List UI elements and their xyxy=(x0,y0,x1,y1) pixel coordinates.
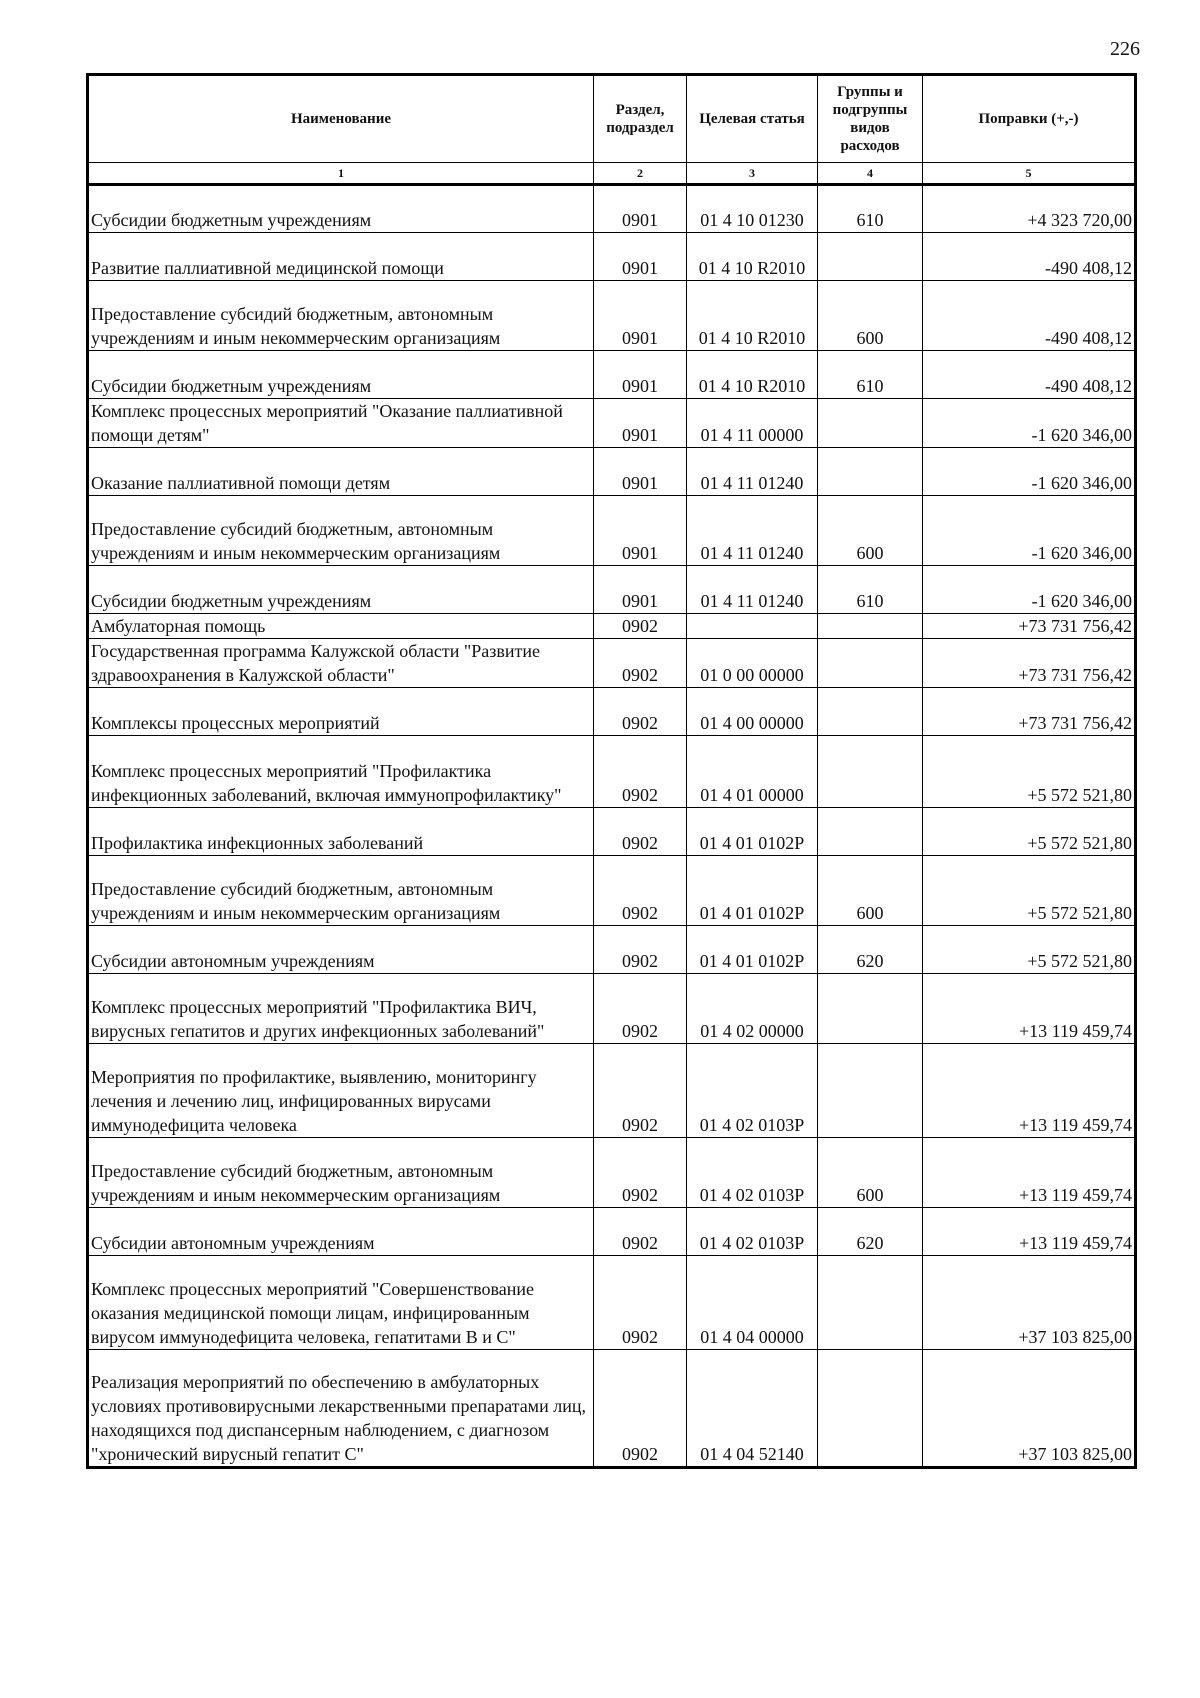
row-article: 01 4 02 00000 xyxy=(687,974,818,1044)
row-section: 0902 xyxy=(594,639,687,688)
table-row xyxy=(89,281,1135,351)
row-section: 0901 xyxy=(594,399,687,448)
row-article: 01 4 10 R2010 xyxy=(687,281,818,351)
row-article: 01 0 00 00000 xyxy=(687,639,818,688)
row-name: Комплексы процессных мероприятий xyxy=(89,688,594,736)
row-article: 01 4 01 0102Р xyxy=(687,856,818,926)
row-article: 01 4 11 00000 xyxy=(687,399,818,448)
row-group xyxy=(818,614,923,639)
row-amount: +37 103 825,00 xyxy=(923,1350,1135,1467)
row-section: 0902 xyxy=(594,1044,687,1138)
row-section: 0902 xyxy=(594,926,687,974)
row-section: 0901 xyxy=(594,566,687,614)
row-name: Профилактика инфекционных заболеваний xyxy=(89,808,594,856)
header-name: Наименование xyxy=(89,76,594,163)
row-article: 01 4 02 0103Р xyxy=(687,1044,818,1138)
row-amount: +73 731 756,42 xyxy=(923,688,1135,736)
row-name: Субсидии автономным учреждениям xyxy=(89,926,594,974)
row-name: Комплекс процессных мероприятий "Профилактика инфекционных заболеваний, включая иммунопрофилактику" xyxy=(89,736,594,808)
row-name: Субсидии автономным учреждениям xyxy=(89,1208,594,1256)
row-group: 610 xyxy=(818,185,923,233)
row-section: 0902 xyxy=(594,688,687,736)
budget-amendments-table xyxy=(88,75,1135,1467)
row-group xyxy=(818,448,923,496)
table-row xyxy=(89,808,1135,856)
row-section: 0901 xyxy=(594,496,687,566)
row-group xyxy=(818,808,923,856)
row-group: 600 xyxy=(818,496,923,566)
row-section: 0902 xyxy=(594,1350,687,1467)
row-amount: +73 731 756,42 xyxy=(923,614,1135,639)
table-row xyxy=(89,688,1135,736)
row-name: Предоставление субсидий бюджетным, автономным учреждениям и иным некоммерческим организациям xyxy=(89,281,594,351)
row-group xyxy=(818,1350,923,1467)
row-group xyxy=(818,1044,923,1138)
row-section: 0901 xyxy=(594,351,687,399)
row-section: 0901 xyxy=(594,185,687,233)
row-amount: -490 408,12 xyxy=(923,351,1135,399)
row-amount: -490 408,12 xyxy=(923,281,1135,351)
row-group xyxy=(818,736,923,808)
table-row xyxy=(89,1044,1135,1138)
row-name: Комплекс процессных мероприятий "Совершенствование оказания медицинской помощи лицам, инфицированным вирусом иммунодефицита человека, гепатитами В и С" xyxy=(89,1256,594,1350)
table-row xyxy=(89,185,1135,233)
row-article: 01 4 01 00000 xyxy=(687,736,818,808)
row-group xyxy=(818,974,923,1044)
table-row xyxy=(89,974,1135,1044)
row-amount: -1 620 346,00 xyxy=(923,399,1135,448)
table-row xyxy=(89,1138,1135,1208)
column-number: 5 xyxy=(923,163,1135,185)
table-row xyxy=(89,639,1135,688)
row-amount: +5 572 521,80 xyxy=(923,736,1135,808)
row-amount: -1 620 346,00 xyxy=(923,496,1135,566)
row-article: 01 4 04 52140 xyxy=(687,1350,818,1467)
column-number: 2 xyxy=(594,163,687,185)
row-amount: -1 620 346,00 xyxy=(923,448,1135,496)
row-group xyxy=(818,639,923,688)
table-row xyxy=(89,448,1135,496)
row-section: 0902 xyxy=(594,1256,687,1350)
row-section: 0902 xyxy=(594,856,687,926)
row-name: Предоставление субсидий бюджетным, автономным учреждениям и иным некоммерческим организациям xyxy=(89,856,594,926)
table-row xyxy=(89,614,1135,639)
page-number: 226 xyxy=(1110,38,1140,60)
row-name: Оказание паллиативной помощи детям xyxy=(89,448,594,496)
column-number: 1 xyxy=(89,163,594,185)
row-name: Амбулаторная помощь xyxy=(89,614,594,639)
table-row xyxy=(89,351,1135,399)
row-name: Субсидии бюджетным учреждениям xyxy=(89,351,594,399)
row-name: Реализация мероприятий по обеспечению в амбулаторных условиях противовирусными лекарственными препаратами лиц, находящихся под диспансерным наблюдением, с диагнозом "хронический вирусный гепатит С" xyxy=(89,1350,594,1467)
row-article: 01 4 11 01240 xyxy=(687,448,818,496)
row-name: Субсидии бюджетным учреждениям xyxy=(89,566,594,614)
row-group: 620 xyxy=(818,926,923,974)
header-amount: Поправки (+,-) xyxy=(923,76,1135,163)
table-body xyxy=(89,185,1135,1467)
table-row xyxy=(89,1350,1135,1467)
row-group: 600 xyxy=(818,856,923,926)
row-amount: +13 119 459,74 xyxy=(923,1138,1135,1208)
header-section: Раздел, подраздел xyxy=(594,76,687,163)
row-group: 600 xyxy=(818,281,923,351)
column-number: 3 xyxy=(687,163,818,185)
row-section: 0901 xyxy=(594,281,687,351)
row-section: 0901 xyxy=(594,448,687,496)
row-name: Предоставление субсидий бюджетным, автономным учреждениям и иным некоммерческим организациям xyxy=(89,1138,594,1208)
row-group xyxy=(818,688,923,736)
header-article: Целевая статья xyxy=(687,76,818,163)
row-section: 0902 xyxy=(594,736,687,808)
row-section: 0902 xyxy=(594,614,687,639)
table-header xyxy=(89,76,1135,185)
row-group: 600 xyxy=(818,1138,923,1208)
row-name: Комплекс процессных мероприятий "Оказание паллиативной помощи детям" xyxy=(89,399,594,448)
row-article: 01 4 10 R2010 xyxy=(687,351,818,399)
column-number: 4 xyxy=(818,163,923,185)
row-section: 0902 xyxy=(594,808,687,856)
row-section: 0902 xyxy=(594,1138,687,1208)
row-group xyxy=(818,1256,923,1350)
row-amount: +13 119 459,74 xyxy=(923,974,1135,1044)
row-amount: -1 620 346,00 xyxy=(923,566,1135,614)
row-name: Комплекс процессных мероприятий "Профилактика ВИЧ, вирусных гепатитов и других инфекционных заболеваний" xyxy=(89,974,594,1044)
table-row xyxy=(89,856,1135,926)
row-group: 610 xyxy=(818,351,923,399)
row-section: 0902 xyxy=(594,974,687,1044)
table-row xyxy=(89,233,1135,281)
row-amount: +13 119 459,74 xyxy=(923,1044,1135,1138)
row-amount: +5 572 521,80 xyxy=(923,926,1135,974)
row-name: Государственная программа Калужской области "Развитие здравоохранения в Калужской области" xyxy=(89,639,594,688)
row-amount: +73 731 756,42 xyxy=(923,639,1135,688)
row-article: 01 4 11 01240 xyxy=(687,496,818,566)
row-name: Субсидии бюджетным учреждениям xyxy=(89,185,594,233)
table-row xyxy=(89,1208,1135,1256)
row-section: 0902 xyxy=(594,1208,687,1256)
table-row xyxy=(89,926,1135,974)
row-group: 620 xyxy=(818,1208,923,1256)
row-group xyxy=(818,233,923,281)
table-row xyxy=(89,566,1135,614)
row-article: 01 4 00 00000 xyxy=(687,688,818,736)
row-article: 01 4 02 0103Р xyxy=(687,1138,818,1208)
row-amount: +5 572 521,80 xyxy=(923,856,1135,926)
row-group xyxy=(818,399,923,448)
table-row xyxy=(89,496,1135,566)
header-group: Группы и подгруппы видов расходов xyxy=(818,76,923,163)
row-article xyxy=(687,614,818,639)
table-row xyxy=(89,736,1135,808)
table-row xyxy=(89,399,1135,448)
row-article: 01 4 04 00000 xyxy=(687,1256,818,1350)
row-amount: +4 323 720,00 xyxy=(923,185,1135,233)
row-amount: -490 408,12 xyxy=(923,233,1135,281)
row-group: 610 xyxy=(818,566,923,614)
row-name: Предоставление субсидий бюджетным, автономным учреждениям и иным некоммерческим организациям xyxy=(89,496,594,566)
row-section: 0901 xyxy=(594,233,687,281)
row-article: 01 4 10 01230 xyxy=(687,185,818,233)
row-article: 01 4 10 R2010 xyxy=(687,233,818,281)
row-name: Мероприятия по профилактике, выявлению, мониторингу лечения и лечению лиц, инфицированных вирусами иммунодефицита человека xyxy=(89,1044,594,1138)
row-amount: +37 103 825,00 xyxy=(923,1256,1135,1350)
row-amount: +5 572 521,80 xyxy=(923,808,1135,856)
row-name: Развитие паллиативной медицинской помощи xyxy=(89,233,594,281)
row-article: 01 4 02 0103Р xyxy=(687,1208,818,1256)
row-article: 01 4 01 0102Р xyxy=(687,808,818,856)
row-article: 01 4 01 0102Р xyxy=(687,926,818,974)
row-article: 01 4 11 01240 xyxy=(687,566,818,614)
table-row xyxy=(89,1256,1135,1350)
row-amount: +13 119 459,74 xyxy=(923,1208,1135,1256)
